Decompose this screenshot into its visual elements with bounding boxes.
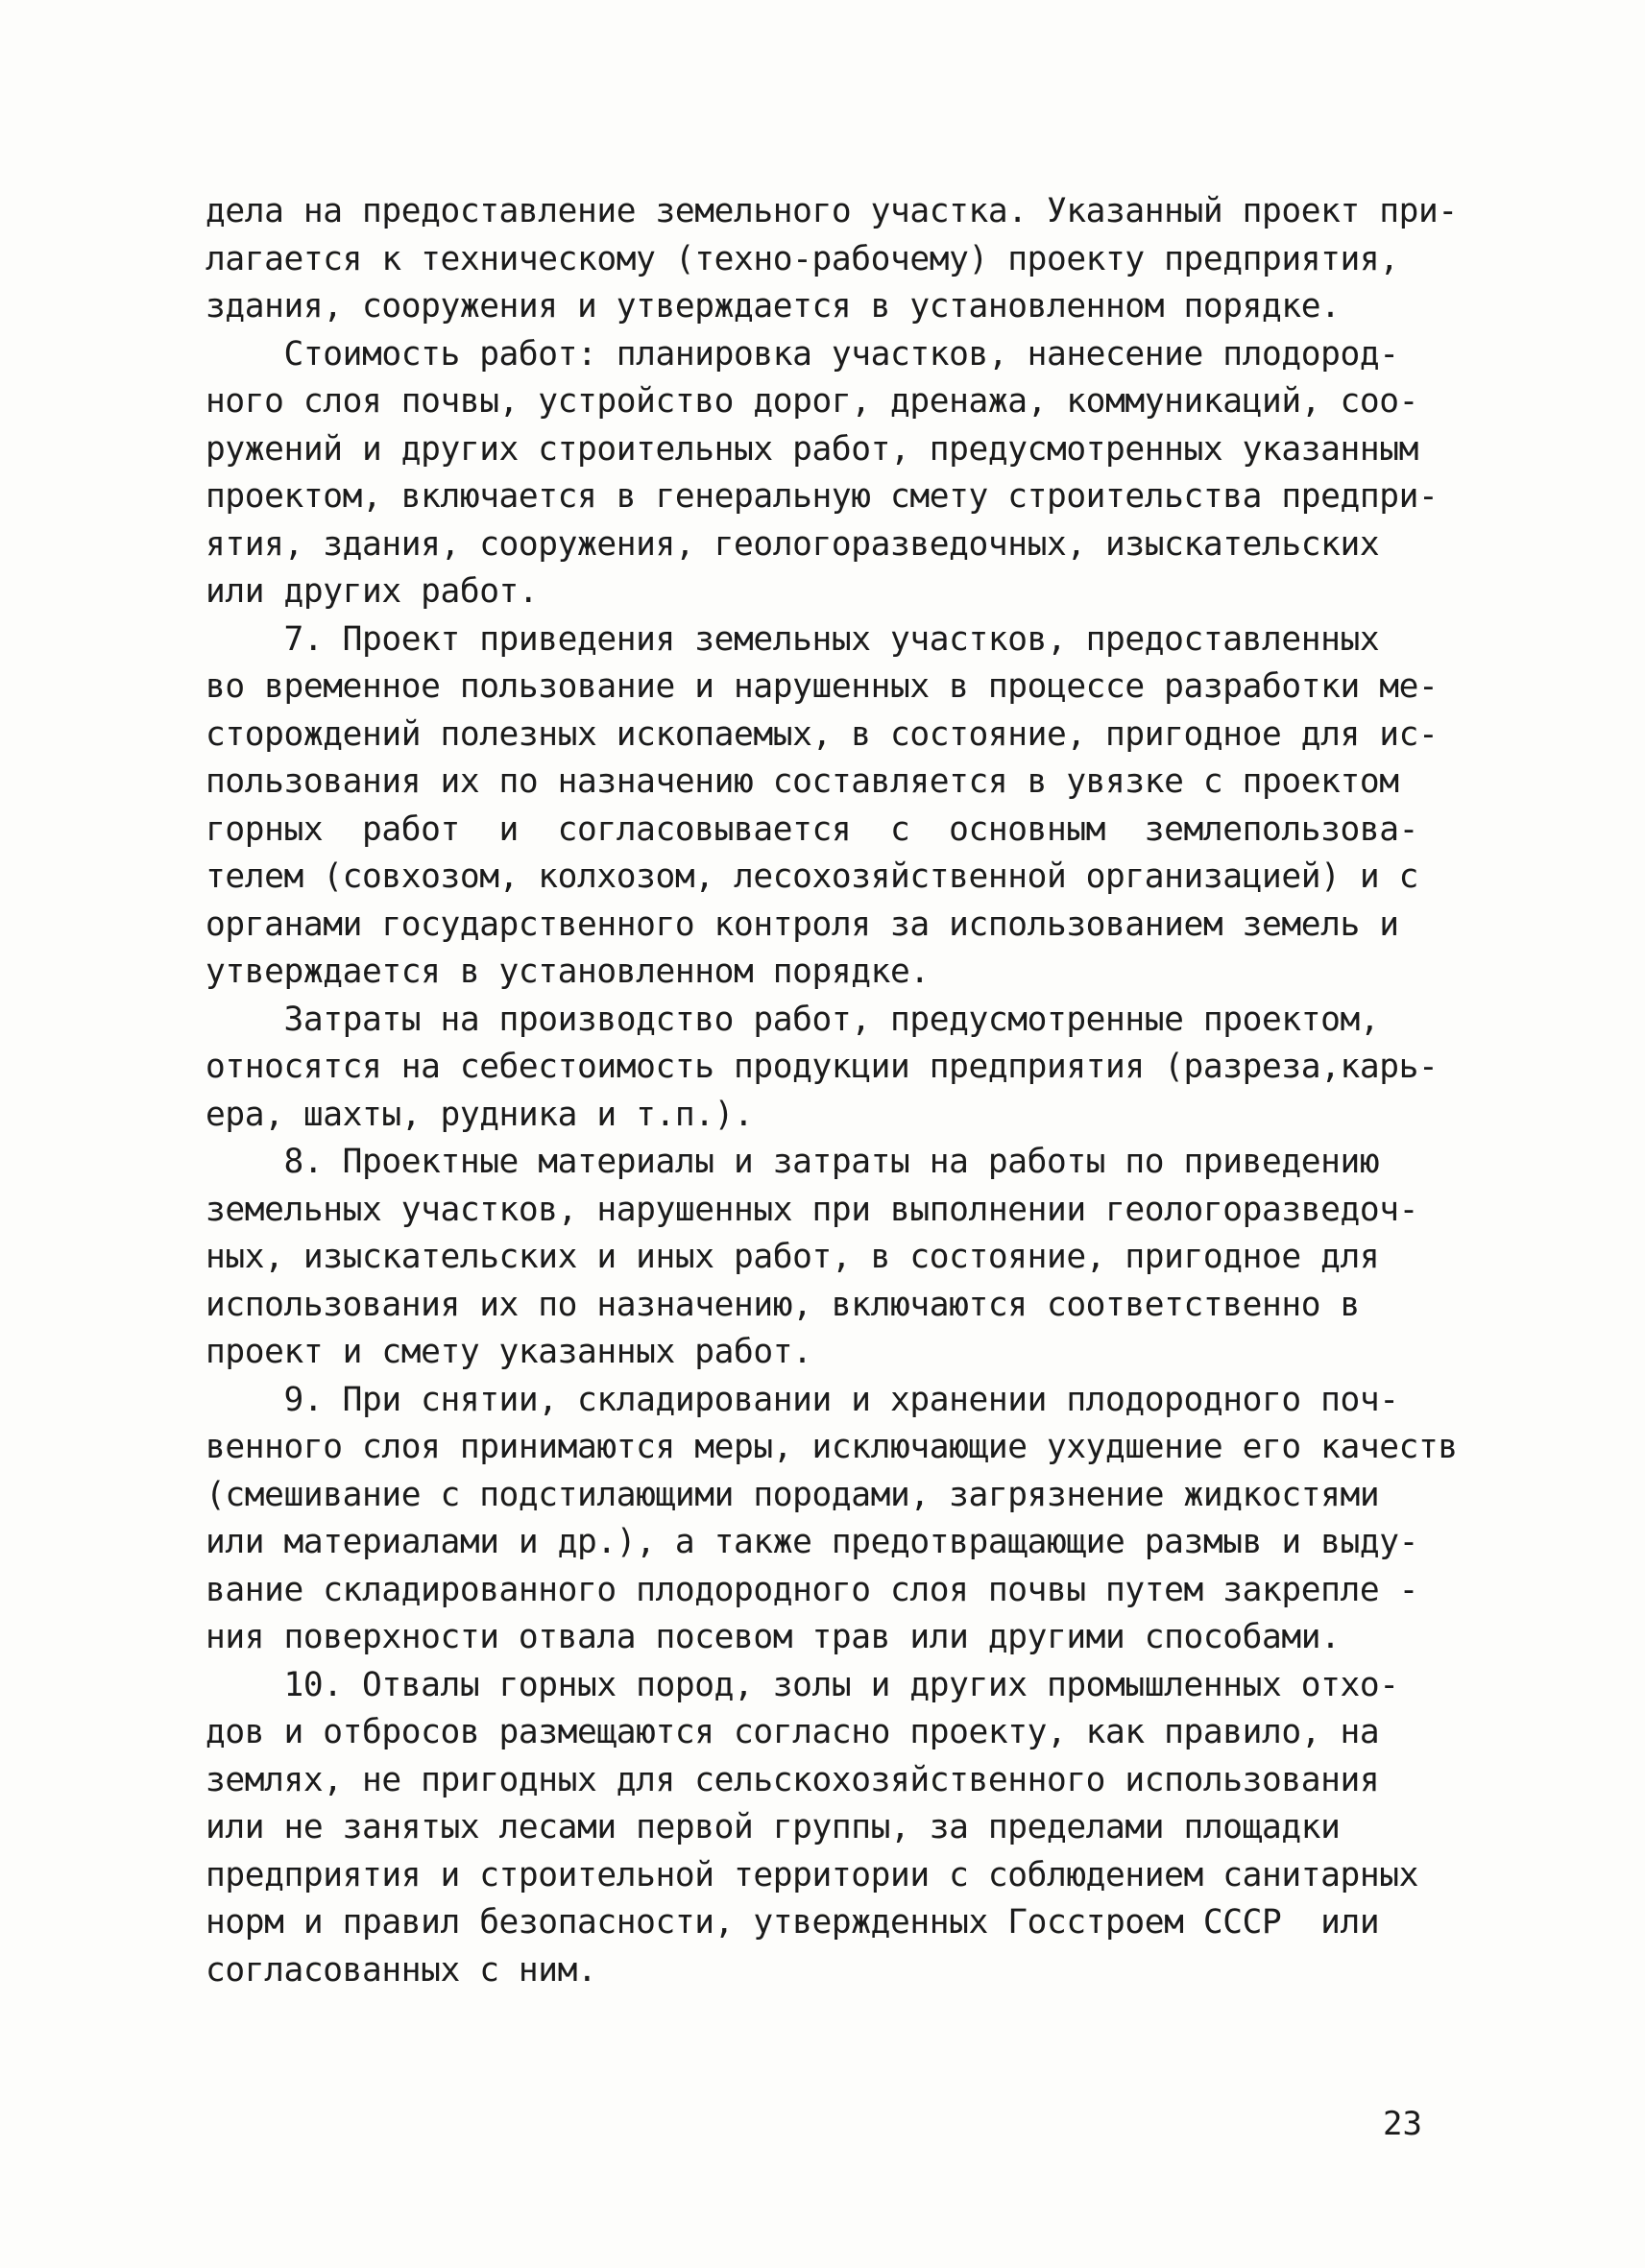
text-line: во временное пользование и нарушенных в процессе разработки ме- (206, 667, 1439, 706)
page-number: 23 (1383, 2105, 1422, 2143)
text-line: 7. Проект приведения земельных участков, предоставленных (206, 619, 1380, 659)
text-line: ера, шахты, рудника и т.п.). (206, 1095, 754, 1134)
document-body (206, 188, 1464, 1994)
text-line: органами государственного контроля за использованием земель и (206, 905, 1399, 944)
text-line: горных работ и согласовывается с основным землепользова- (206, 809, 1418, 849)
text-line: ружений и других строительных работ, предусмотренных указанным (206, 429, 1418, 469)
text-line: 8. Проектные материалы и затраты на работы по приведению (206, 1143, 1380, 1181)
text-line: ятия, здания, сооружения, геологоразведочных, изыскательских (206, 524, 1380, 564)
text-line: дов и отбросов размещаются согласно проекту, как правило, на (206, 1713, 1380, 1751)
text-line: ного слоя почвы, устройство дорог, дренажа, коммуникаций, соо- (206, 382, 1418, 421)
text-line: 10. Отвалы горных пород, золы и других промышленных отхо- (206, 1665, 1399, 1704)
text-line: утверждается в установленном порядке. (206, 953, 930, 991)
text-line: использования их по назначению, включаются соответственно в (206, 1285, 1360, 1324)
text-line: (смешивание с подстилающими породами, загрязнение жидкостями (206, 1475, 1380, 1514)
text-line: ния поверхности отвала посевом трав или другими способами. (206, 1618, 1341, 1656)
text-line: согласованных с ним. (206, 1950, 597, 1990)
text-line: или материалами и др.), а также предотвращающие размыв и выду- (206, 1523, 1418, 1561)
text-line: Стоимость работ: планировка участков, нанесение плодород- (206, 334, 1399, 374)
text-line: ных, изыскательских и иных работ, в состояние, пригодное для (206, 1238, 1380, 1276)
text-line: телем (совхозом, колхозом, лесохозяйственной организацией) и с (206, 857, 1418, 896)
text-line: относятся на себестоимость продукции предприятия (разреза,карь- (206, 1048, 1439, 1086)
text-line: норм и правил безопасности, утвержденных Госстроем СССР или (206, 1903, 1380, 1942)
text-line: вание складированного плодородного слоя почвы путем закрепле - (206, 1570, 1418, 1609)
text-line: Затраты на производство работ, предусмотренные проектом, (206, 1000, 1380, 1039)
text-line: 9. При снятии, складировании и хранении плодородного поч- (206, 1380, 1399, 1419)
text-line: или не занятых лесами первой группы, за пределами площадки (206, 1808, 1341, 1846)
text-line: сторождений полезных ископаемых, в состояние, пригодное для ис- (206, 714, 1439, 754)
text-line: лагается к техническому (техно-рабочему) проекту предприятия, (206, 239, 1399, 278)
text-line: землях, не пригодных для сельскохозяйственного использования (206, 1760, 1380, 1799)
text-line: предприятия и строительной территории с соблюдением санитарных (206, 1855, 1418, 1894)
text-line: земельных участков, нарушенных при выполнении геологоразведоч- (206, 1190, 1418, 1229)
text-line: венного слоя принимаются меры, исключающие ухудшение его качеств (206, 1428, 1458, 1466)
text-line: или других работ. (206, 572, 539, 611)
text-line: пользования их по назначению составляется в увязке с проектом (206, 762, 1399, 801)
text-line: дела на предоставление земельного участка. Указанный проект при- (206, 192, 1458, 230)
text-line: проект и смету указанных работ. (206, 1333, 812, 1371)
text-line: здания, сооружения и утверждается в установленном порядке. (206, 287, 1341, 326)
text-line: проектом, включается в генеральную смету строительства предпри- (206, 477, 1439, 516)
